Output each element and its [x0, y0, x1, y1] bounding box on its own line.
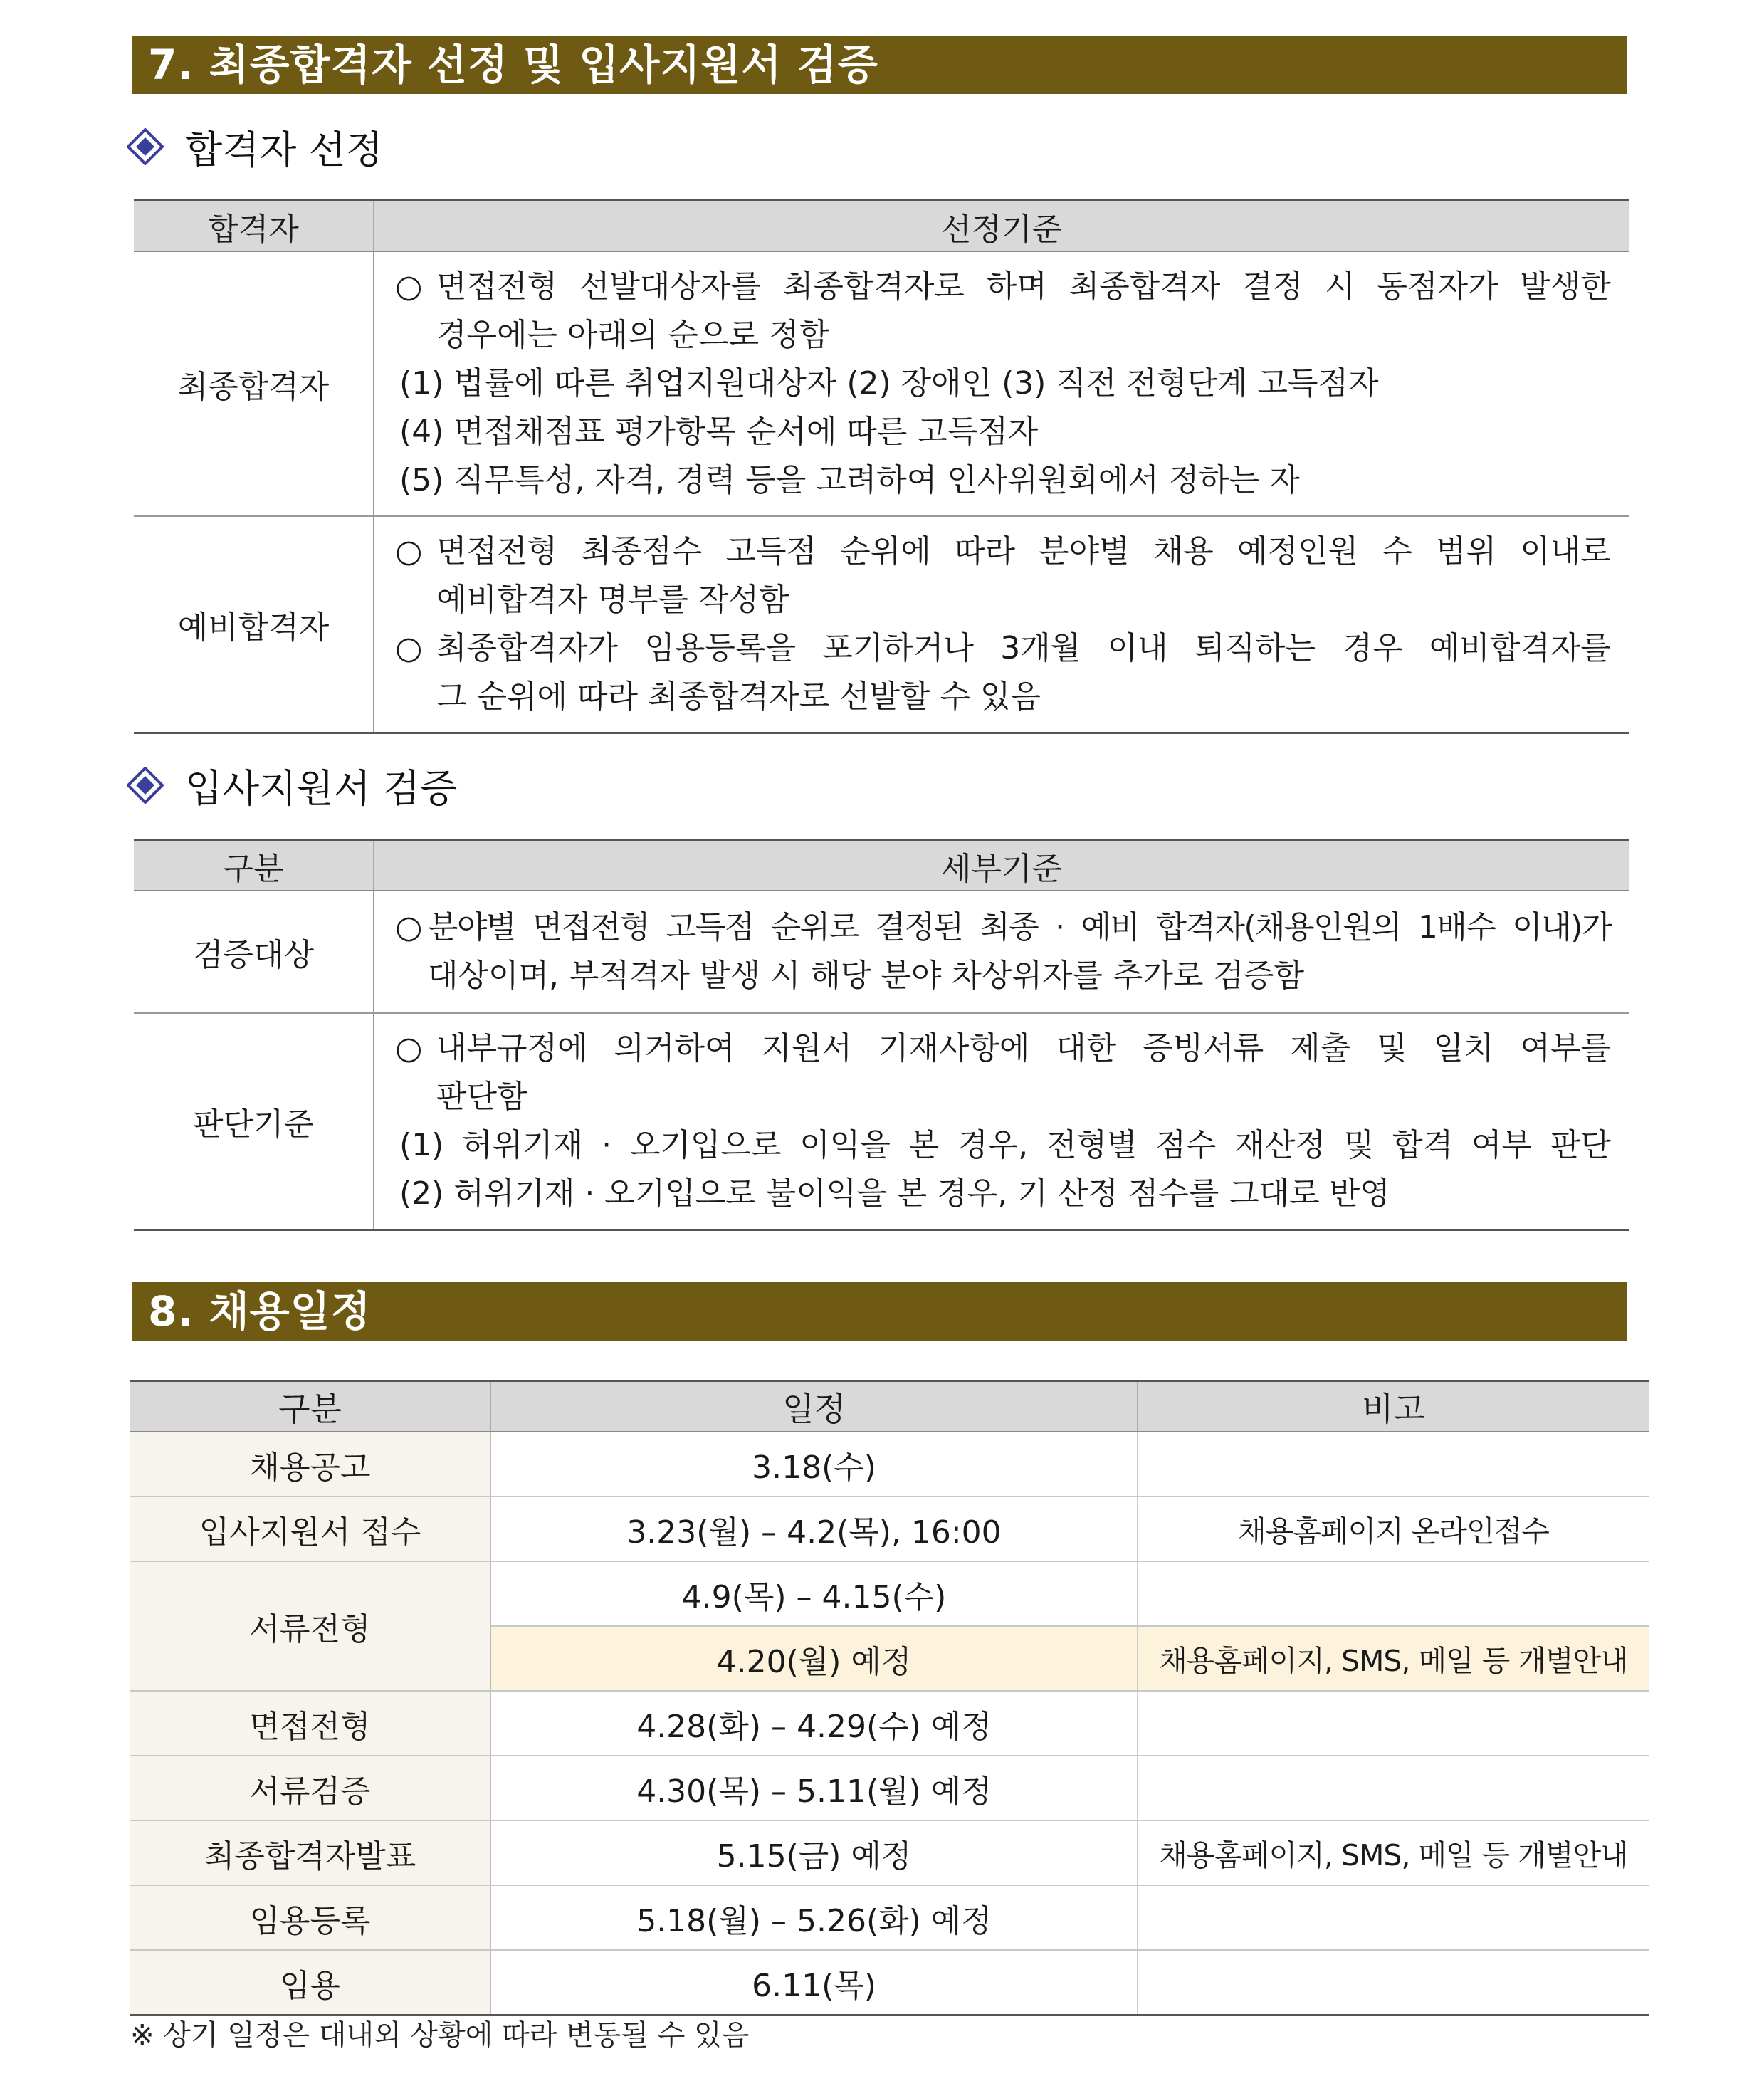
criteria-line: ○ 분야별 면접전형 고득점 순위로 결정된 최종 · 예비 합격자(채용인원의 1배수 이내)가 [395, 909, 1611, 945]
table-row [130, 1496, 1649, 1561]
schedule-date: 4.20(월) 예정 [490, 1626, 1138, 1691]
schedule-footnote: ※ 상기 일정은 대내외 상황에 따라 변동될 수 있음 [130, 2019, 750, 2052]
criteria-line: ○ 면접전형 최종점수 고득점 순위에 따라 분야별 채용 예정인원 수 범위 이내로 [395, 533, 1611, 570]
subheading-verification [127, 757, 457, 814]
table-row [130, 1691, 1649, 1756]
stage-label: 입사지원서 접수 [130, 1496, 490, 1561]
criteria-line: (1) 법률에 따른 취업지원대상자 (2) 장애인 (3) 직전 전형단계 고득점자 [399, 365, 1379, 402]
schedule-note: 채용홈페이지, SMS, 메일 등 개별안내 [1138, 1820, 1649, 1885]
criteria-line: (2) 허위기재 · 오기입으로 불이익을 본 경우, 기 산정 점수를 그대로 반영 [399, 1175, 1390, 1212]
header-cell: 구분 [134, 840, 374, 891]
criteria-cell [374, 251, 1629, 516]
criteria-line: (1) 허위기재 · 오기입으로 이익을 본 경우, 전형별 점수 재산정 및 합격 여부 판단 [399, 1127, 1611, 1163]
criteria-line: (4) 면접채점표 평가항목 순서에 따른 고득점자 [399, 414, 1039, 450]
schedule-note [1138, 1691, 1649, 1756]
schedule-note [1138, 1950, 1649, 2016]
table-row [130, 1950, 1649, 2016]
stage-label: 임용 [130, 1950, 490, 2016]
table-row [134, 891, 1629, 1013]
criteria-line: 그 순위에 따라 최종합격자로 선발할 수 있음 [436, 678, 1041, 715]
diamond-bullet-icon [127, 128, 164, 165]
subheading-selection-text: 합격자 선정 [185, 127, 383, 172]
subheading-selection [127, 118, 383, 175]
schedule-date: 5.18(월) – 5.26(화) 예정 [490, 1885, 1138, 1950]
table-row [134, 1013, 1629, 1230]
criteria-cell [374, 1013, 1629, 1230]
selection-table [134, 199, 1629, 734]
schedule-date: 4.30(목) – 5.11(월) 예정 [490, 1756, 1138, 1820]
criteria-line: 예비합격자 명부를 작성함 [436, 582, 789, 618]
stage-label: 서류검증 [130, 1756, 490, 1820]
criteria-cell [374, 891, 1629, 1013]
schedule-date: 5.15(금) 예정 [490, 1820, 1138, 1885]
row-label: 판단기준 [134, 1013, 374, 1230]
criteria-line: 대상이며, 부적격자 발생 시 해당 분야 차상위자를 추가로 검증함 [428, 958, 1304, 994]
stage-label: 서류전형 [130, 1561, 490, 1691]
table-row [130, 1885, 1649, 1950]
schedule-note [1138, 1561, 1649, 1626]
criteria-line: 판단함 [436, 1079, 527, 1115]
criteria-line: ○ 면접전형 선발대상자를 최종합격자로 하며 최종합격자 결정 시 동점자가 발생한 [395, 268, 1611, 305]
stage-label: 최종합격자발표 [130, 1820, 490, 1885]
schedule-note [1138, 1756, 1649, 1820]
schedule-note: 채용홈페이지, SMS, 메일 등 개별안내 [1138, 1626, 1649, 1691]
schedule-note: 채용홈페이지 온라인접수 [1138, 1496, 1649, 1561]
table-header-row [134, 840, 1629, 891]
row-label: 예비합격자 [134, 516, 374, 733]
criteria-line: ○ 내부규정에 의거하여 지원서 기재사항에 대한 증빙서류 제출 및 일치 여부를 [395, 1030, 1611, 1066]
table-row [130, 1432, 1649, 1496]
table-row [130, 1561, 1649, 1626]
criteria-line: 경우에는 아래의 순으로 정함 [436, 317, 830, 353]
table-row [134, 516, 1629, 733]
criteria-cell [374, 516, 1629, 733]
table-row [134, 251, 1629, 516]
criteria-line: (5) 직무특성, 자격, 경력 등을 고려하여 인사위원회에서 정하는 자 [399, 462, 1300, 498]
subheading-verification-text: 입사지원서 검증 [185, 765, 458, 811]
table-header-row [130, 1381, 1649, 1432]
diamond-bullet-icon [127, 767, 164, 804]
header-cell: 구분 [130, 1381, 490, 1432]
schedule-note [1138, 1432, 1649, 1496]
stage-label: 면접전형 [130, 1691, 490, 1756]
verification-table [134, 839, 1629, 1231]
schedule-date: 3.23(월) – 4.2(목), 16:00 [490, 1496, 1138, 1561]
schedule-note [1138, 1885, 1649, 1950]
schedule-date: 3.18(수) [490, 1432, 1138, 1496]
row-label: 검증대상 [134, 891, 374, 1013]
schedule-date: 4.28(화) – 4.29(수) 예정 [490, 1691, 1138, 1756]
section-8-title: 8. 채용일정 [132, 1282, 1627, 1341]
criteria-line: ○ 최종합격자가 임용등록을 포기하거나 3개월 이내 퇴직하는 경우 예비합격자를 [395, 630, 1611, 666]
row-label: 최종합격자 [134, 251, 374, 516]
table-row [130, 1756, 1649, 1820]
table-row [130, 1820, 1649, 1885]
schedule-table [130, 1380, 1649, 2016]
schedule-date: 6.11(목) [490, 1950, 1138, 2016]
header-cell: 비고 [1138, 1381, 1649, 1432]
section-7-title: 7. 최종합격자 선정 및 입사지원서 검증 [132, 36, 1627, 94]
table-header-row [134, 201, 1629, 252]
header-cell: 선정기준 [374, 201, 1629, 252]
header-cell: 일정 [490, 1381, 1138, 1432]
header-cell: 합격자 [134, 201, 374, 252]
header-cell: 세부기준 [374, 840, 1629, 891]
stage-label: 채용공고 [130, 1432, 490, 1496]
schedule-date: 4.9(목) – 4.15(수) [490, 1561, 1138, 1626]
stage-label: 임용등록 [130, 1885, 490, 1950]
